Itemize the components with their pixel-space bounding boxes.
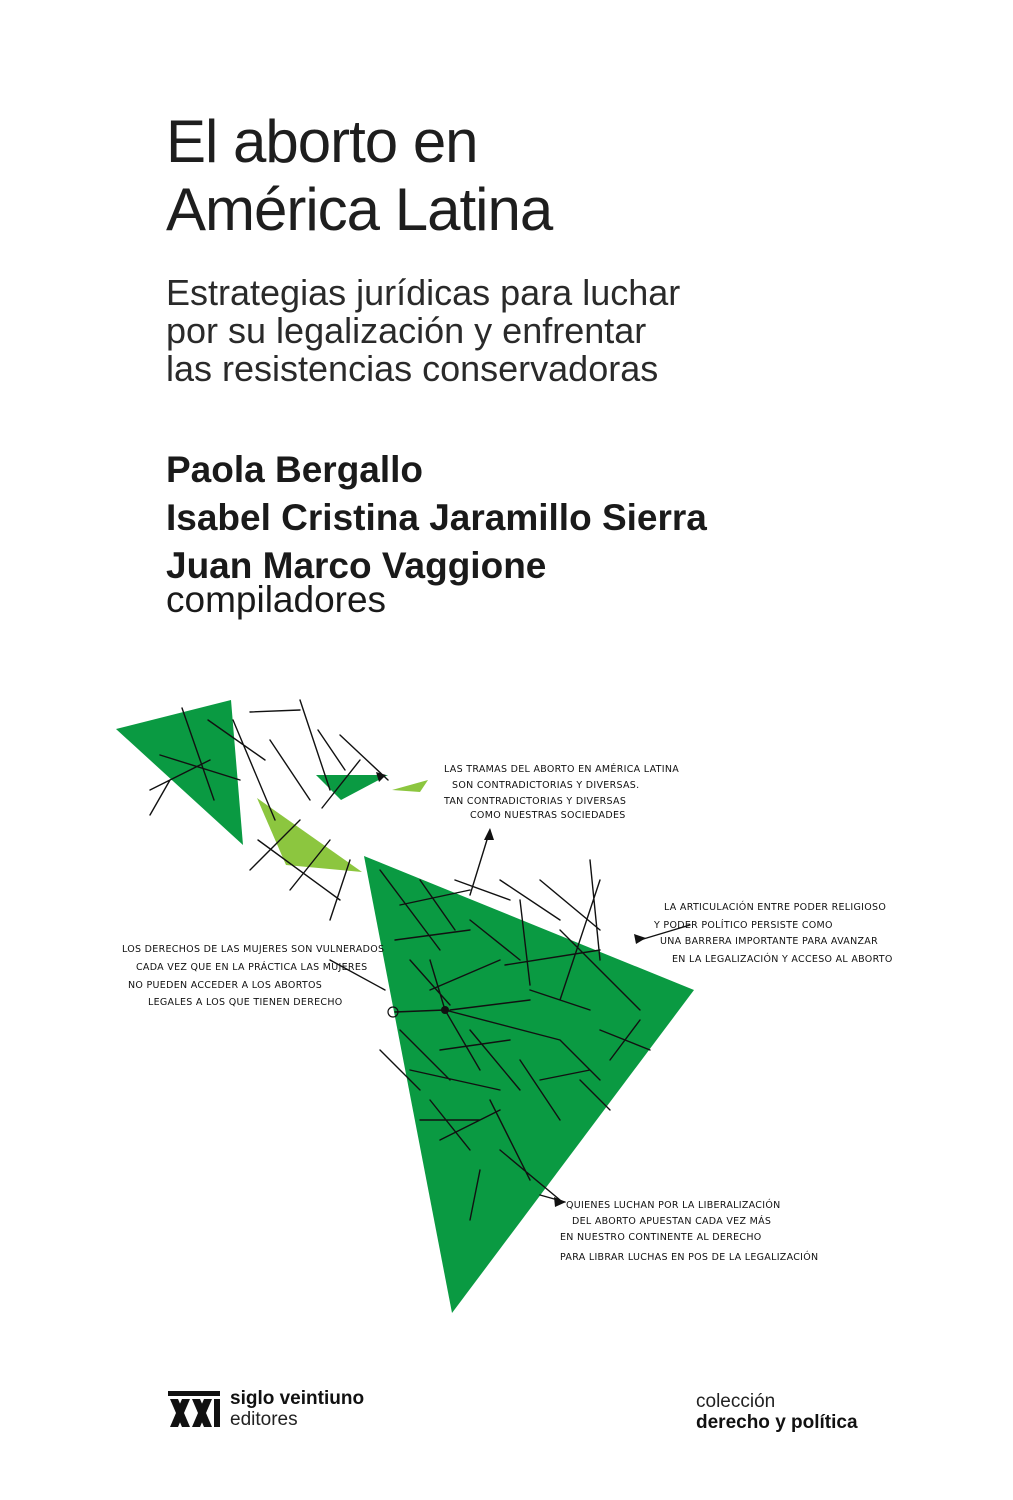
subtitle-line-3: las resistencias conservadoras	[166, 348, 659, 389]
note-right	[653, 901, 893, 965]
note-bottom-line-4: PARA LIBRAR LUCHAS EN POS DE LA LEGALIZACIÓN	[560, 1252, 819, 1263]
note-bottom-line-1: QUIENES LUCHAN POR LA LIBERALIZACIÓN	[566, 1200, 781, 1211]
subtitle-line-1: Estrategias jurídicas para luchar	[166, 272, 681, 313]
title-line-2: América Latina	[166, 176, 553, 243]
central-america-light-triangle	[257, 798, 362, 872]
note-left	[122, 944, 388, 1008]
islands-light-triangle	[392, 780, 428, 792]
collection-name: derecho y política	[696, 1412, 858, 1433]
origin-dot	[441, 1006, 449, 1014]
author-2: Isabel Cristina Jaramillo Sierra	[166, 497, 707, 538]
book-title	[166, 108, 552, 244]
note-right-line-1: LA ARTICULACIÓN ENTRE PODER RELIGIOSO	[664, 902, 887, 913]
title-line-1: El aborto en	[166, 108, 478, 175]
south-america-triangle	[364, 856, 694, 1313]
note-left-line-2: CADA VEZ QUE EN LA PRÁCTICA LAS MUJERES	[136, 962, 368, 973]
subtitle-line-2: por su legalización y enfrentar	[166, 310, 647, 351]
note-left-line-3: NO PUEDEN ACCEDER A LOS ABORTOS	[128, 980, 323, 991]
note-right-line-4: EN LA LEGALIZACIÓN Y ACCESO AL ABORTO	[672, 954, 893, 965]
note-top	[443, 763, 682, 821]
book-subtitle	[166, 274, 680, 388]
mexico-triangle	[116, 700, 243, 845]
publisher-subtitle: editores	[230, 1409, 298, 1430]
collection-label: colección	[696, 1391, 776, 1412]
note-left-line-1: LOS DERECHOS DE LAS MUJERES SON VULNERADOS	[122, 944, 385, 955]
note-top-line-1: LAS TRAMAS DEL ABORTO EN AMÉRICA LATINA	[444, 764, 680, 775]
note-bottom-line-3: EN NUESTRO CONTINENTE AL DERECHO	[560, 1232, 762, 1243]
collection-block	[696, 1391, 858, 1433]
latin-america-map-illustration	[0, 680, 1013, 1340]
author-list	[166, 446, 707, 590]
note-right-line-2: Y PODER POLÍTICO PERSISTE COMO	[654, 920, 833, 931]
note-top-line-4: COMO NUESTRAS SOCIEDADES	[470, 810, 626, 821]
publisher-logo-xxi-icon	[166, 1389, 222, 1429]
note-right-line-3: UNA BARRERA IMPORTANTE PARA AVANZAR	[660, 936, 878, 947]
author-3: Juan Marco Vaggione	[166, 545, 547, 586]
note-top-line-3: TAN CONTRADICTORIAS Y DIVERSAS	[444, 796, 627, 807]
note-bottom	[560, 1199, 818, 1263]
note-top-line-2: SON CONTRADICTORIAS Y DIVERSAS.	[452, 780, 640, 791]
publisher-name: siglo veintiuno	[230, 1388, 365, 1409]
author-1: Paola Bergallo	[166, 449, 424, 490]
author-role: compiladores	[166, 579, 387, 620]
note-bottom-line-2: DEL ABORTO APUESTAN CADA VEZ MÁS	[572, 1216, 772, 1227]
publisher-block	[166, 1388, 364, 1430]
note-left-line-4: LEGALES A LOS QUE TIENEN DERECHO	[148, 997, 343, 1008]
